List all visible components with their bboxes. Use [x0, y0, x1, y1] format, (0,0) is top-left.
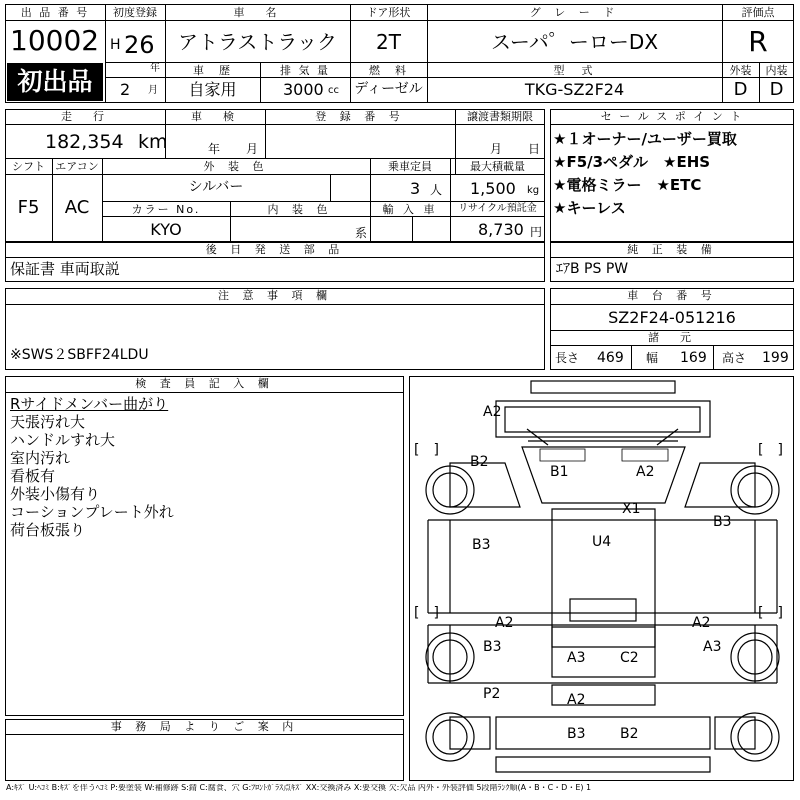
damage-mark: A2 — [692, 615, 711, 631]
mileage-unit: km — [138, 131, 168, 153]
inspector-note: ハンドルすれ大 — [10, 431, 116, 449]
inspector-note: 天張汚れ大 — [10, 413, 86, 431]
inspection-label: 車 検 — [191, 110, 239, 123]
bracket-right-lower: [ ] — [758, 605, 783, 621]
year-unit: 年 — [150, 63, 160, 74]
interior-score-label: 内装 — [765, 64, 788, 77]
damage-mark: A3 — [567, 650, 586, 666]
damage-mark: B2 — [620, 726, 639, 742]
inspector-note: Rサイドメンバー曲がり — [10, 395, 169, 413]
shift-type: F5 — [17, 197, 40, 218]
bracket-left-lower: [ ] — [414, 605, 439, 621]
inspector-note: 看板有 — [10, 467, 56, 485]
registration-month: 2 — [120, 80, 131, 99]
damage-mark: B3 — [483, 639, 502, 655]
bracket-left-upper: [ ] — [414, 442, 439, 458]
width-value: 169 — [680, 350, 707, 366]
max-load: 1,500 — [470, 179, 516, 198]
ac-type: AC — [64, 197, 90, 218]
sales-point: ★キーレス — [553, 199, 626, 217]
capacity: 3 — [410, 179, 421, 198]
damage-mark: A2 — [567, 692, 586, 708]
exterior-score: D — [733, 79, 748, 100]
later-parts-value: 保証書 車両取説 — [10, 260, 120, 278]
inspector-note: 外装小傷有り — [10, 485, 101, 503]
inspection-year-unit: 年 — [208, 142, 221, 156]
era-label: H — [110, 37, 121, 53]
truck-outline — [410, 377, 794, 781]
fuel: ディーゼル — [354, 81, 423, 97]
height-label: 高さ — [722, 351, 747, 365]
specs-label: 諸 元 — [648, 331, 696, 344]
sales-points-list — [553, 128, 737, 220]
model-code: TKG-SZ2F24 — [524, 80, 625, 99]
damage-mark: B3 — [713, 514, 732, 530]
damage-mark: B3 — [567, 726, 586, 742]
fuel-label: 燃 料 — [369, 64, 408, 77]
damage-mark: B1 — [550, 464, 569, 480]
lot-number-label: 出 品 番 号 — [20, 6, 90, 19]
grade-label: グ レ ー ド — [529, 6, 620, 19]
damage-mark: A3 — [703, 639, 722, 655]
displacement-unit: cc — [328, 85, 339, 96]
inspector-note: 荷台板張り — [10, 521, 86, 539]
height-value: 199 — [762, 350, 789, 366]
history-label: 車 歴 — [193, 64, 232, 77]
grade: スーパ゜ーローDX — [490, 30, 659, 54]
max-load-label: 最大積載量 — [470, 160, 525, 173]
transfer-month: 月 — [490, 142, 503, 156]
recycle-fee: 8,730 — [478, 220, 524, 239]
damage-mark: A2 — [636, 464, 655, 480]
score-label: 評価点 — [741, 6, 775, 19]
later-parts-label: 後 日 発 送 部 品 — [205, 243, 345, 256]
damage-mark: B2 — [470, 454, 489, 470]
chassis-number: SZ2F24-051216 — [608, 308, 736, 327]
interior-color-unit: 系 — [355, 226, 368, 240]
exterior-score-label: 外装 — [729, 64, 752, 77]
damage-mark: U4 — [592, 534, 612, 550]
displacement-label: 排 気 量 — [280, 64, 330, 77]
damage-mark: A2 — [495, 615, 514, 631]
import-label: 輸 入 車 — [382, 203, 438, 216]
color-no-label: カラー No. — [131, 203, 201, 216]
month-unit: 月 — [148, 85, 158, 96]
recycle-fee-label: リサイクル預託金 — [458, 203, 537, 214]
max-load-unit: kg — [527, 185, 540, 196]
transfer-day: 日 — [528, 142, 541, 156]
door-type-label: ドア形状 — [366, 6, 411, 19]
sales-points-label: セ ー ル ス ポ イ ン ト — [600, 110, 744, 123]
damage-mark: A2 — [483, 404, 502, 420]
notes-value: ※SWS２SBFF24LDU — [10, 347, 149, 363]
displacement: 3000 — [283, 80, 324, 99]
inspector-note: コーションプレート外れ — [10, 503, 174, 521]
damage-diagram — [409, 376, 794, 781]
office-notice-label: 事 務 局 よ り ご 案 内 — [110, 720, 299, 733]
width-label: 幅 — [646, 351, 659, 365]
details-block — [5, 109, 545, 242]
exterior-color-label: 外 装 色 — [203, 160, 269, 173]
capacity-unit: 人 — [430, 183, 443, 197]
inspection-month-unit: 月 — [246, 142, 259, 156]
bracket-right-upper: [ ] — [758, 442, 783, 458]
transfer-doc-label: 譲渡書類期限 — [467, 110, 533, 123]
interior-color-label: 内 装 色 — [267, 203, 333, 216]
inspector-note: 室内汚れ — [10, 449, 71, 467]
notes-label: 注 意 事 項 欄 — [218, 289, 332, 302]
inspector-label: 検 査 員 記 入 欄 — [135, 377, 274, 390]
damage-mark: C2 — [620, 650, 639, 666]
ac-label: エアコン — [55, 160, 99, 173]
car-name: アトラストラック — [178, 30, 337, 54]
model-label: 型 式 — [553, 64, 596, 77]
chassis-number-label: 車 台 番 号 — [627, 289, 717, 302]
history: 自家用 — [188, 80, 237, 99]
genuine-equipment-label: 純 正 装 備 — [627, 243, 717, 256]
mileage: 182,354 — [45, 131, 124, 153]
capacity-label: 乗車定員 — [388, 160, 432, 173]
registration-year: 26 — [124, 31, 155, 59]
length-value: 469 — [597, 350, 624, 366]
exterior-color: シルバー — [188, 179, 244, 195]
lot-number: 10002 — [10, 24, 100, 57]
color-number: KYO — [150, 220, 182, 239]
first-listing-badge: 初出品 — [7, 63, 103, 101]
shift-label: シフト — [12, 160, 45, 173]
sales-point: ★電格ミラー ★ETC — [553, 176, 702, 194]
inspector-notes — [10, 395, 174, 539]
interior-score: D — [769, 79, 784, 100]
length-label: 長さ — [555, 351, 580, 365]
car-name-label: 車 名 — [233, 6, 282, 19]
damage-legend: A:ｷｽﾞ U:ﾍｺﾐ B:ｷｽﾞを伴うﾍｺﾐ P:要塗装 W:補修跡 S:錆 C:腐食、穴 G:ﾌﾛﾝﾄｶﾞﾗｽ点ｷｽﾞ XX:交換済み X:要交換 欠:欠品 内外・外装評価 5段階ﾗﾝｸ順(A・B・C・D・E) 1 — [6, 784, 592, 792]
overall-score: R — [748, 25, 768, 58]
first-registration-label: 初度登録 — [113, 6, 157, 19]
plate-number-label: 登 録 番 号 — [315, 110, 405, 123]
mileage-label: 走 行 — [61, 110, 109, 123]
damage-mark: P2 — [483, 686, 501, 702]
damage-mark: B3 — [472, 537, 491, 553]
sales-point: ★１オーナー/ユーザー買取 — [553, 130, 737, 148]
genuine-equipment-value: ｴｱB PS PW — [556, 261, 629, 277]
damage-mark: X1 — [622, 501, 641, 517]
door-type: 2T — [376, 30, 401, 54]
sales-point: ★F5/3ペダル ★EHS — [553, 153, 711, 171]
recycle-fee-unit: 円 — [530, 225, 543, 239]
